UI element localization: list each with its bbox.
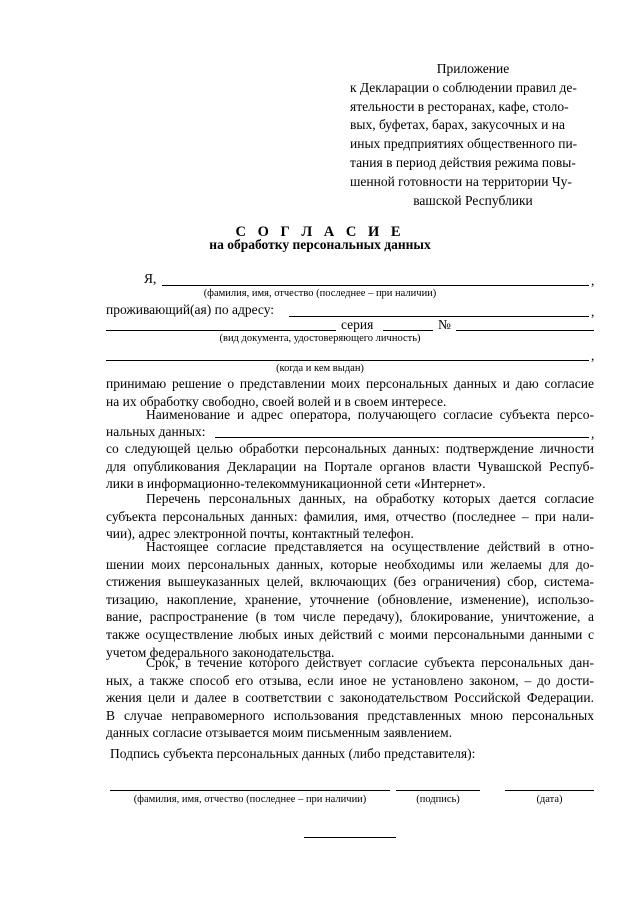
signature-caption: (подпись) [416,794,460,805]
paragraph-purpose [106,440,594,493]
paragraph-line: на их обработку свободно, своей волей и в своем интересе. [106,393,447,409]
fio-caption: (фамилия, имя, отчество (последнее – при наличии) [203,288,437,299]
separator-line [304,837,396,838]
appendix-line: тания в период действия режима повы- [350,154,576,170]
paragraph-line: субъекта персональных данных: фамилия, имя, отчество (последнее – при нали- [106,508,594,524]
series-label: серия [341,317,374,332]
document-title: С О Г Л А С И Е [235,224,405,240]
appendix-line: вых, буфетах, барах, закусочных и на [350,117,565,133]
number-field[interactable] [456,330,594,331]
signature-field[interactable] [396,790,480,791]
paragraph-line: чии), адрес электронной почты, контактный телефон. [106,526,414,542]
paragraph-line: Перечень персональных данных, на обработку которых дается согласие [146,491,594,506]
paragraph-term [106,654,594,742]
paragraph-line: жения цели и далее в соответствии с законодательством Российской Федерации. [106,690,594,706]
operator-label: нальных данных: [106,424,206,439]
appendix-line: шенной готовности на территории Чу- [350,173,572,189]
fio-field[interactable] [162,285,589,286]
comma: , [591,304,595,319]
signature-fio-field[interactable] [110,790,390,791]
appendix-line: вашской Республики [413,192,533,208]
series-field[interactable] [383,330,433,331]
document-type-field[interactable] [106,330,336,331]
operator-field[interactable] [215,437,589,438]
paragraph-line: Срок, в течение которого действует согласие субъекта персональных дан- [146,655,594,670]
address-label: проживающий(ая) по адресу: [106,302,275,317]
document-subtitle: на обработку персональных данных [209,237,431,252]
paragraph-line: принимаю решение о представлении моих персональных данных и даю согласие [106,376,594,391]
paragraph-data-list [106,490,594,543]
paragraph-line: стижения вышеуказанных целей, включающих (без ограничения) сбор, система- [106,574,594,590]
signature-fio-caption: (фамилия, имя, отчество (последнее – при наличии) [133,794,367,805]
paragraph-line: учетом федерального законодательства. [106,644,335,660]
signature-date-field[interactable] [505,790,594,791]
paragraph-operator [146,406,594,424]
paragraph-line: ных, а также способ его отзыва, если иное не установлено законом, – до дости- [106,672,594,688]
appendix-line: ятельности в ресторанах, кафе, столо- [350,98,569,114]
date-caption: (дата) [536,794,563,805]
paragraph-line: данных согласие отзывается моим письменным заявлением. [106,725,453,741]
appendix-heading: Приложение [436,61,510,76]
paragraph-line: шении моих персональных данных, которые необходимы или желаемы для до- [106,556,594,572]
appendix-line: к Декларации о соблюдении правил де- [350,79,577,95]
paragraph-line: лики в информационно-телекоммуникационной сети «Интернет». [106,476,486,492]
appendix-block [350,60,596,210]
paragraph-line: В случае неправомерного использования представленных мною персональных [106,707,594,723]
comma: , [591,348,595,363]
paragraph-decision [106,375,594,410]
document-caption: (вид документа, удостоверяющего личность) [219,333,421,344]
issued-caption: (когда и кем выдан) [276,363,364,374]
number-label: № [438,317,451,332]
i-label: Я, [144,271,157,286]
signature-label: Подпись субъекта персональных данных (либо представителя): [110,746,476,761]
comma: , [591,426,595,441]
paragraph-line: Настоящее согласие представляется на осуществление действий в отно- [146,539,594,554]
paragraph-actions [106,538,594,661]
paragraph-line: также осуществление любых иных действий с моими персональными данными с [106,626,594,642]
paragraph-line: вание, распространение (в том числе передачу), блокирование, уничтожение, а [106,609,594,625]
comma: , [591,273,595,288]
paragraph-line: со следующей целью обработки персональных данных: подтверждение личности [106,441,594,456]
issued-field[interactable] [106,360,589,361]
appendix-line: иных предприятиях общественного пи- [350,136,578,152]
paragraph-line: для опубликования Декларации на Портале органов власти Чувашской Респуб- [106,458,594,474]
paragraph-line: Наименование и адрес оператора, получающего согласие субъекта персо- [146,407,594,422]
paragraph-line: тизацию, накопление, хранение, уточнение (обновление, изменение), использо- [106,591,594,607]
